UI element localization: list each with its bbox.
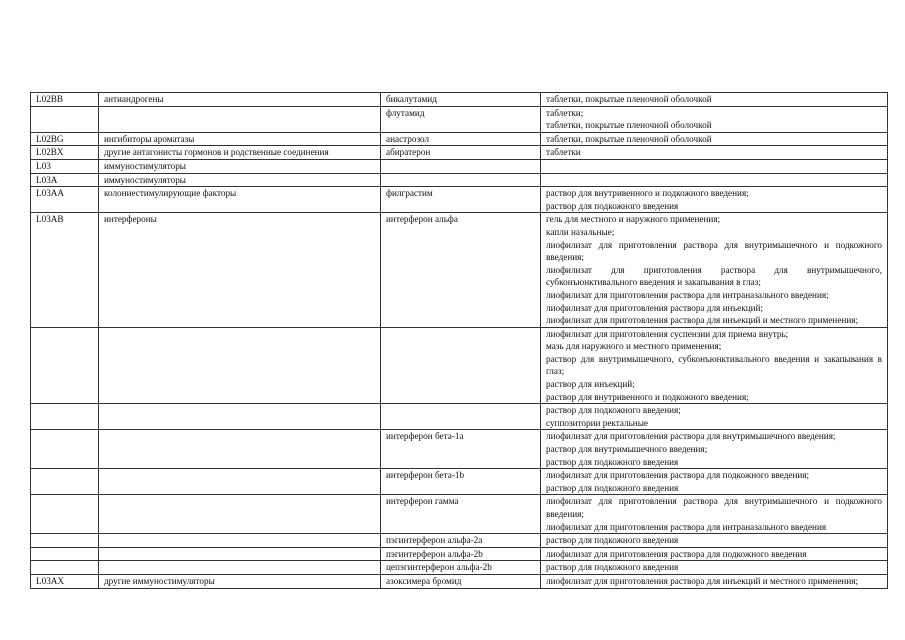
dosage-form-cell <box>541 534 888 548</box>
atc-code-cell <box>31 534 99 548</box>
dosage-form-cell <box>541 132 888 146</box>
dosage-form-line: раствор для подкожного введения <box>546 562 679 573</box>
dosage-form-cell <box>541 146 888 160</box>
dosage-form-cell <box>541 430 888 469</box>
drug-name-cell: интерферон альфа <box>381 213 541 327</box>
table-row <box>31 574 888 588</box>
dosage-form-line: лиофилизат для приготовления раствора для подкожного введения <box>546 548 807 559</box>
group-name-cell: иммуностимуляторы <box>99 159 381 173</box>
drug-name-cell: интерферон гамма <box>381 495 541 534</box>
group-name-cell: другие антагонисты гормонов и родственные соединения <box>99 146 381 160</box>
dosage-form-cell <box>541 159 888 173</box>
dosage-form-line: таблетки, покрытые пленочной оболочкой <box>546 120 712 131</box>
table-body <box>31 93 888 589</box>
group-name-cell <box>99 547 381 561</box>
atc-code-cell: L03A <box>31 173 99 187</box>
group-name-cell <box>99 469 381 495</box>
drug-name-cell: интерферон бета-1a <box>381 430 541 469</box>
table-row <box>31 132 888 146</box>
dosage-form-cell <box>541 213 888 327</box>
atc-code-cell <box>31 106 99 132</box>
table-row <box>31 561 888 575</box>
drug-name-cell <box>381 159 541 173</box>
atc-code-cell: L03AB <box>31 213 99 327</box>
drug-name-cell: интерферон бета-1b <box>381 469 541 495</box>
drug-name-cell: флутамид <box>381 106 541 132</box>
dosage-form-line: раствор для внутримышечного введения; <box>546 444 708 455</box>
table-row <box>31 495 888 534</box>
group-name-cell <box>99 495 381 534</box>
group-name-cell: колониестимулирующие факторы <box>99 187 381 213</box>
drug-name-cell: абиратерон <box>381 146 541 160</box>
drug-name-cell: анастрозол <box>381 132 541 146</box>
group-name-cell <box>99 430 381 469</box>
drug-name-cell: филграстим <box>381 187 541 213</box>
drug-name-cell <box>381 327 541 404</box>
dosage-form-line: таблетки <box>546 147 581 158</box>
group-name-cell: иммуностимуляторы <box>99 173 381 187</box>
dosage-form-line: таблетки, покрытые пленочной оболочкой <box>546 133 712 144</box>
dosage-form-cell <box>541 187 888 213</box>
drug-name-cell: бикалутамид <box>381 93 541 107</box>
atc-code-cell <box>31 430 99 469</box>
group-name-cell <box>99 106 381 132</box>
atc-code-cell: L02BB <box>31 93 99 107</box>
dosage-form-line: раствор для внутримышечного, субконъюнктивального введения и закапывания в глаз; <box>546 353 882 377</box>
group-name-cell <box>99 534 381 548</box>
atc-code-cell <box>31 561 99 575</box>
atc-code-cell: L03 <box>31 159 99 173</box>
atc-code-cell <box>31 495 99 534</box>
atc-code-cell <box>31 547 99 561</box>
dosage-form-cell <box>541 173 888 187</box>
dosage-form-line: раствор для внутривенного и подкожного введения; <box>546 188 749 199</box>
dosage-form-line: таблетки; <box>546 107 584 118</box>
dosage-form-line: лиофилизат для приготовления раствора для интраназального введения; <box>546 289 829 300</box>
dosage-form-line: капли назальные; <box>546 226 615 237</box>
dosage-form-line: раствор для подкожного введения <box>546 200 679 211</box>
table-row <box>31 213 888 327</box>
table-row <box>31 547 888 561</box>
table-row <box>31 187 888 213</box>
dosage-form-cell <box>541 327 888 404</box>
table-row <box>31 173 888 187</box>
dosage-form-line: лиофилизат для приготовления раствора для внутримышечного введения; <box>546 431 836 442</box>
drug-table-page <box>30 92 887 589</box>
dosage-form-line: суппозитории ректальные <box>546 417 648 428</box>
drug-name-cell <box>381 404 541 430</box>
atc-code-cell: L03AA <box>31 187 99 213</box>
drug-name-cell: пэгинтерферон альфа-2a <box>381 534 541 548</box>
drug-classification-table <box>30 92 888 589</box>
dosage-form-line: раствор для подкожного введения; <box>546 405 681 416</box>
dosage-form-line: лиофилизат для приготовления суспензии для приема внутрь; <box>546 328 789 339</box>
dosage-form-cell <box>541 93 888 107</box>
atc-code-cell <box>31 327 99 404</box>
dosage-form-cell <box>541 404 888 430</box>
atc-code-cell <box>31 404 99 430</box>
dosage-form-line: лиофилизат для приготовления раствора для инъекций и местного применения; <box>546 575 859 586</box>
table-row <box>31 534 888 548</box>
group-name-cell <box>99 561 381 575</box>
table-row <box>31 430 888 469</box>
dosage-form-cell <box>541 106 888 132</box>
dosage-form-line: раствор для подкожного введения <box>546 456 679 467</box>
dosage-form-line: раствор для инъекций; <box>546 379 635 390</box>
dosage-form-line: лиофилизат для приготовления раствора для инъекций; <box>546 302 764 313</box>
table-row <box>31 404 888 430</box>
table-row <box>31 327 888 404</box>
group-name-cell: ингибиторы ароматазы <box>99 132 381 146</box>
dosage-form-line: лиофилизат для приготовления раствора для внутримышечного и подкожного введения; <box>546 239 882 263</box>
dosage-form-cell <box>541 495 888 534</box>
table-row <box>31 469 888 495</box>
dosage-form-cell <box>541 469 888 495</box>
table-row <box>31 159 888 173</box>
group-name-cell: другие иммуностимуляторы <box>99 574 381 588</box>
dosage-form-line: таблетки, покрытые пленочной оболочкой <box>546 94 712 104</box>
dosage-form-line: раствор для подкожного введения <box>546 482 679 493</box>
drug-name-cell: пэгинтерферон альфа-2b <box>381 547 541 561</box>
dosage-form-line: раствор для внутривенного и подкожного введения; <box>546 391 749 402</box>
dosage-form-line: лиофилизат для приготовления раствора для внутримышечного и подкожного введения; <box>546 496 882 519</box>
group-name-cell <box>99 404 381 430</box>
dosage-form-line: лиофилизат для приготовления раствора для подкожного введения; <box>546 470 810 481</box>
dosage-form-cell <box>541 547 888 561</box>
dosage-form-line: мазь для наружного и местного применения; <box>546 341 722 352</box>
dosage-form-line: гель для местного и наружного применения; <box>546 214 721 225</box>
dosage-form-line: лиофилизат для приготовления раствора для инъекций и местного применения; <box>546 315 859 326</box>
atc-code-cell: L02BX <box>31 146 99 160</box>
dosage-form-line: раствор для подкожного введения <box>546 535 679 546</box>
drug-name-cell: цепэгинтерферон альфа-2b <box>381 561 541 575</box>
table-row <box>31 146 888 160</box>
dosage-form-cell <box>541 561 888 575</box>
group-name-cell: антиандрогены <box>99 93 381 107</box>
dosage-form-line: лиофилизат для приготовления раствора для интраназального введения <box>546 521 827 532</box>
dosage-form-line: лиофилизат для приготовления раствора для внутримышечного, субконъюнктивального введения и закапывания в глаз; <box>546 264 882 288</box>
atc-code-cell <box>31 469 99 495</box>
table-row <box>31 106 888 132</box>
table-row <box>31 93 888 107</box>
drug-name-cell <box>381 173 541 187</box>
group-name-cell: интерфероны <box>99 213 381 327</box>
group-name-cell <box>99 327 381 404</box>
drug-name-cell: азоксимера бромид <box>381 574 541 588</box>
atc-code-cell: L02BG <box>31 132 99 146</box>
atc-code-cell: L03AX <box>31 574 99 588</box>
dosage-form-cell <box>541 574 888 588</box>
